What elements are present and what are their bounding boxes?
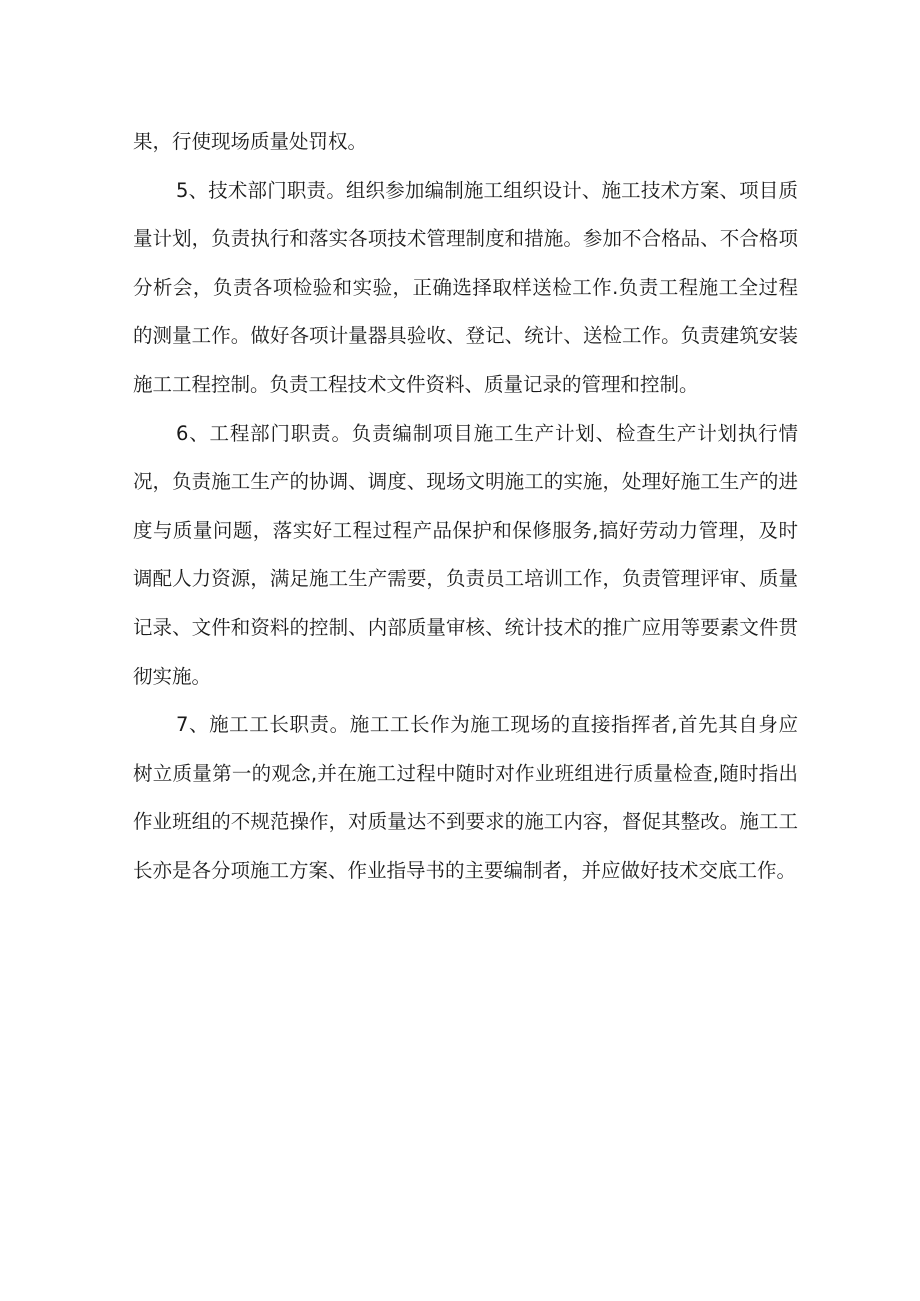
paragraph-engineering-department: 6、工程部门职责。负责编制项目施工生产计划、检查生产计划执行情况，负责施工生产的协调、调度、现场文明施工的实施，处理好施工生产的进度与质量问题，落实好工程过程产品保护和保修服务,搞好劳动力管理，及时调配人力资源，满足施工生产需要，负责员工培训工作，负责管理评审、质量记录、文件和资料的控制、内部质量审核、统计技术的推广应用等要素文件贯彻实施。 <box>133 421 798 688</box>
paragraph-construction-foreman: 7、施工工长职责。施工工长作为施工现场的直接指挥者,首先其自身应树立质量第一的观念,并在施工过程中随时对作业班组进行质量检查,随时指出作业班组的不规范操作，对质量达不到要求的施工内容，督促其整改。施工工长亦是各分项施工方案、作业指导书的主要编制者，并应做好技术交底工作。 <box>133 713 798 882</box>
paragraph-technical-department: 5、技术部门职责。组织参加编制施工组织设计、施工技术方案、项目质量计划，负责执行和落实各项技术管理制度和措施。参加不合格品、不合格项分析会，负责各项检验和实验，正确选择取样送检工作.负责工程施工全过程的测量工作。做好各项计量器具验收、登记、统计、送检工作。负责建筑安装施工工程控制。负责工程技术文件资料、质量记录的管理和控制。 <box>133 178 798 396</box>
paragraph-continuation: 果，行使现场质量处罚权。 <box>133 130 368 153</box>
document-body <box>133 118 798 896</box>
